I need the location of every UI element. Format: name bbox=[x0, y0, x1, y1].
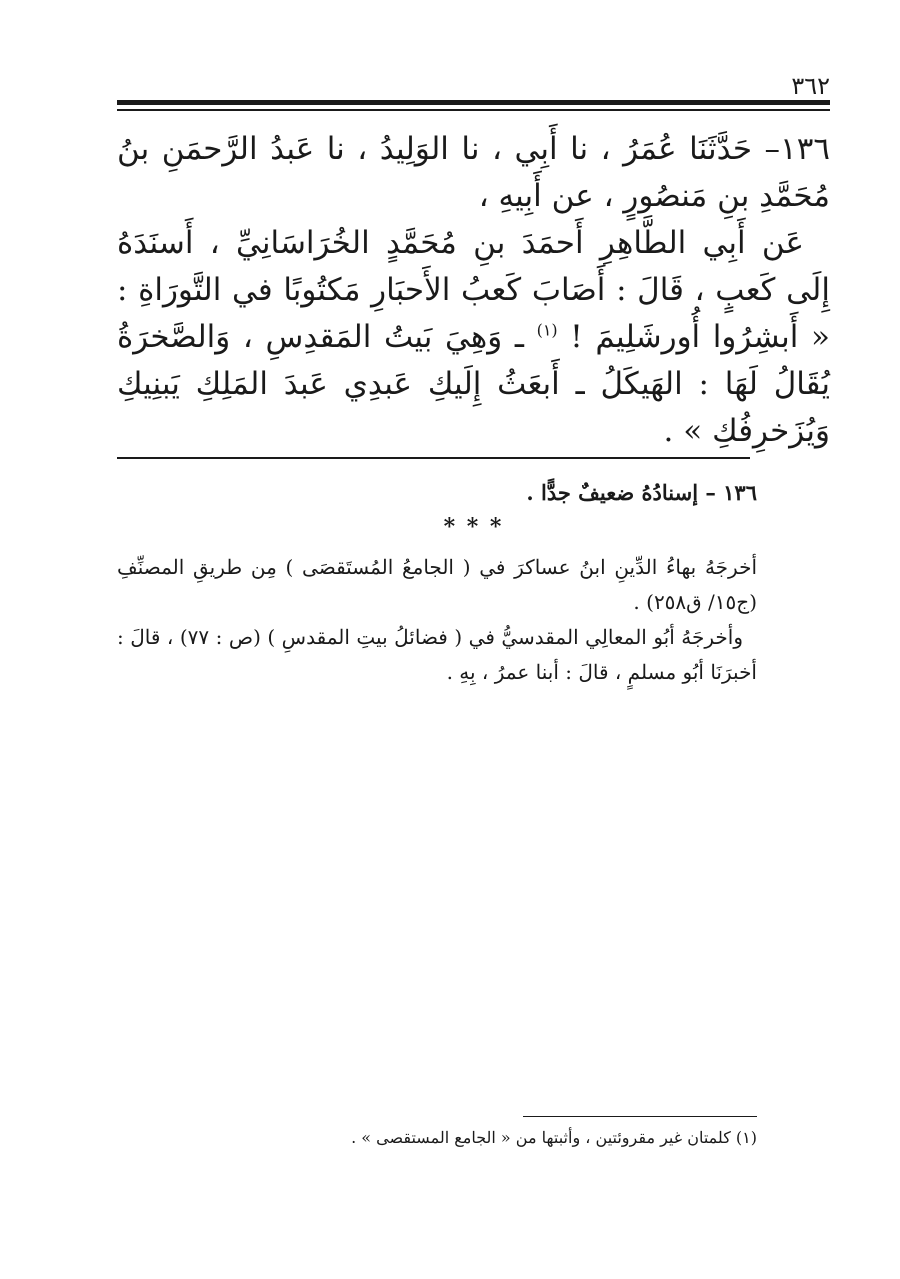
hadith-text bbox=[117, 126, 830, 455]
hadith-matn bbox=[117, 220, 830, 455]
hadith-isnad: ١٣٦– حَدَّثَنَا عُمَرُ ، نا أَبِي ، نا الوَلِيدُ ، نا عَبدُ الرَّحمَنِ بنُ مُحَمَّدِ بنِ مَنصُورٍ ، عن أَبِيهِ ، bbox=[117, 131, 830, 214]
commentary-separator-rule bbox=[117, 457, 750, 459]
isnad-grade-heading: ١٣٦ – إسنادُهُ ضعيفٌ جدًّا . bbox=[526, 480, 757, 505]
page-number: ٣٦٢ bbox=[791, 72, 830, 100]
takhrij-block bbox=[117, 550, 757, 690]
commentary-block bbox=[117, 476, 757, 510]
separator-stars: * * * bbox=[443, 514, 504, 540]
footnote: (١) كلمتان غير مقروئتين ، وأثبتها من « الجامع المستقصى » . bbox=[351, 1128, 757, 1147]
hadith-matn-part1: عَن أَبِي الطَّاهِرِ أَحمَدَ بنِ مُحَمَّدٍ الخُرَاسَانِيِّ ، أَسنَدَهُ إِلَى كَعبٍ ، قَالَ : أَصَابَ كَعبُ الأَحبَارِ مَكتُوبًا في التَّورَاةِ : « أَبشِرُوا أُورشَلِيمَ ! bbox=[117, 225, 830, 355]
footnote-reference: (١) bbox=[536, 320, 558, 340]
hadith-matn-part2: ـ وَهِيَ بَيتُ المَقدِسِ ، وَالصَّخرَةُ يُقَالُ لَهَا : الهَيكَلُ ـ أَبعَثُ إِلَيكِ عَبدِي عَبدَ المَلِكِ يَبنِيكِ وَيُزَخرِفُكِ » . bbox=[117, 319, 830, 449]
footnote-rule bbox=[523, 1116, 757, 1117]
header-rule-thick bbox=[117, 100, 830, 105]
header-rule-thin bbox=[117, 109, 830, 111]
takhrij-paragraph-1: أخرجَهُ بهاءُ الدِّينِ ابنُ عساكرَ في ( الجامعُ المُستَقصَى ) مِن طريقِ المصنِّفِ (ج١٥/ ق٢٥٨) . bbox=[117, 555, 757, 614]
takhrij-paragraph-2: وأخرجَهُ أبُو المعالِي المقدسيُّ في ( فضائلُ بيتِ المقدسِ ) (ص : ٧٧) ، قالَ : أخبرَنَا أبُو مسلمٍ ، قالَ : أبنا عمرُ ، بِهِ . bbox=[117, 625, 757, 684]
